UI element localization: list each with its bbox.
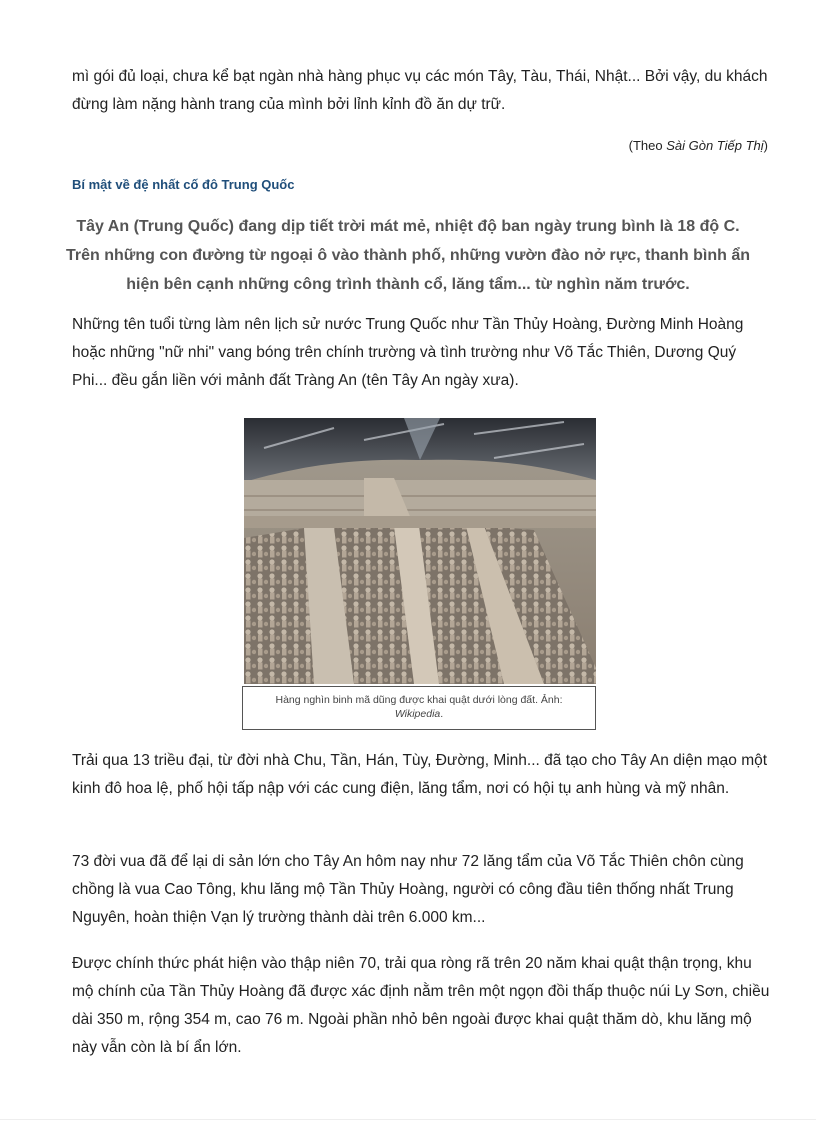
photo-caption <box>242 686 596 730</box>
paragraph-2: Trải qua 13 triều đại, từ đời nhà Chu, Tần, Hán, Tùy, Đường, Minh... đã tạo cho Tây An diện mạo một kinh đô hoa lệ, phố hội tấp nập với các cung điện, lăng tẩm, nơi có hội tụ anh hùng và mỹ nhân. <box>72 752 768 797</box>
paragraph-4: Được chính thức phát hiện vào thập niên 70, trải qua ròng rã trên 20 năm khai quật thận trọng, khu mộ chính của Tần Thủy Hoàng đã được xác định nằm trên một ngọn đồi thấp thuộc núi Ly Sơn, chiều dài 350 m, rộng 354 m, cao 76 m. Ngoài phần nhỏ bên ngoài được khai quật thăm dò, khu lăng mộ này vẫn còn là bí ẩn lớn. <box>72 955 770 1056</box>
source-suffix: ) <box>763 138 768 153</box>
intro-paragraph: mì gói đủ loại, chưa kể bạt ngàn nhà hàng phục vụ các món Tây, Tàu, Thái, Nhật... Bởi vậy, du khách đừng làm nặng hành trang của mình bởi lỉnh kỉnh đồ ăn dự trữ. <box>72 68 768 113</box>
source-prefix: (Theo <box>628 138 667 153</box>
paragraph-1: Những tên tuổi từng làm nên lịch sử nước Trung Quốc như Tần Thủy Hoàng, Đường Minh Hoàng hoặc những "nữ nhi" vang bóng trên chính trường và tình trường như Võ Tắc Thiên, Dương Quý Phi... đều gắn liền với mảnh đất Tràng An (tên Tây An ngày xưa). <box>72 316 744 389</box>
source-name: Sài Gòn Tiếp Thị <box>666 138 764 153</box>
paragraph-3: 73 đời vua đã để lại di sản lớn cho Tây An hôm nay như 72 lăng tẩm của Võ Tắc Thiên chôn cùng chồng là vua Cao Tông, khu lăng mộ Tần Thủy Hoàng, người có công đầu tiên thống nhất Trung Nguyên, hoàn thiện Vạn lý trường thành dài trên 6.000 km... <box>72 853 744 926</box>
source-attribution <box>629 138 768 153</box>
article-heading[interactable]: Bí mật về đệ nhất cố đô Trung Quốc <box>72 177 295 192</box>
terracotta-army-photo <box>244 418 596 684</box>
caption-credit: Wikipedia <box>394 708 441 720</box>
article-lead: Tây An (Trung Quốc) đang dịp tiết trời mát mẻ, nhiệt độ ban ngày trung bình là 18 độ C. Trên những con đường từ ngoại ô vào thành phố, những vườn đào nở rực, thanh bình ẩn hiện bên cạnh những công trình thành cổ, lăng tẩm... từ nghìn năm trước. <box>65 218 751 293</box>
caption-end: . <box>440 708 444 720</box>
page-bottom-divider <box>0 1119 816 1120</box>
caption-text: Hàng nghìn binh mã dũng được khai quật dưới lòng đất. Ảnh: <box>275 694 563 706</box>
